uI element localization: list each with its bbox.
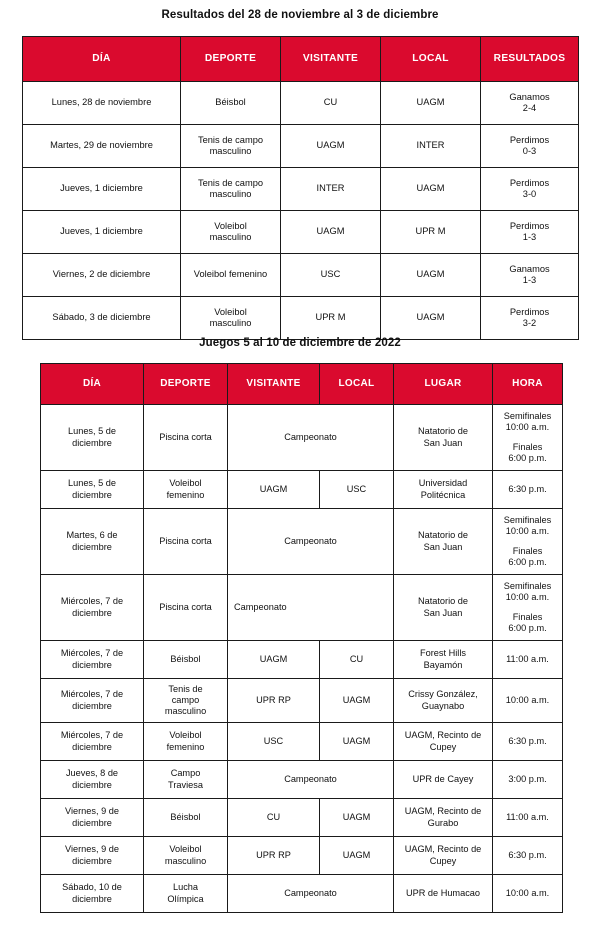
column-header-visitante: VISITANTE [228, 364, 320, 405]
cell-visitante: CU [281, 82, 381, 125]
cell-hora: 11:00 a.m. [493, 641, 563, 679]
deporte-line-2: femenino [166, 741, 205, 752]
lugar-line-1: UAGM, Recinto de [404, 806, 482, 817]
deporte-line-1: Voleibol [214, 306, 247, 317]
deporte-line-2: masculino [209, 232, 252, 242]
lugar-line-1: UAGM, Recinto de [404, 730, 482, 741]
column-header-local: LOCAL [381, 37, 481, 82]
dia-line-2: diciembre [72, 541, 112, 552]
column-header-dia: DÍA [23, 37, 181, 82]
cell-hora: 10:00 a.m. [493, 679, 563, 723]
table-row [41, 679, 563, 723]
cell-dia: Jueves, 1 diciembre [23, 211, 181, 254]
table-row [23, 254, 579, 297]
lugar-line-1: Natatorio de [417, 530, 469, 541]
cell-dia [41, 875, 144, 913]
cell-hora: 6:30 p.m. [493, 723, 563, 761]
hora-finales-label: Finales [512, 442, 543, 452]
cell-dia [41, 471, 144, 509]
cell-dia [41, 509, 144, 575]
cell-local: UAGM [381, 254, 481, 297]
cell-visitante: UPR RP [228, 679, 320, 723]
lugar-line-1: Crissy González, [408, 689, 478, 700]
cell-evento: Campeonato [228, 875, 394, 913]
dia-line-1: Miércoles, 7 de [60, 730, 124, 741]
cell-visitante: USC [281, 254, 381, 297]
hora-semifinales-time: 10:00 a.m. [505, 421, 550, 432]
lugar-line-2: Cupey [429, 855, 457, 866]
table-row [23, 211, 579, 254]
cell-deporte: Piscina corta [144, 575, 228, 641]
deporte-line-1: Voleibol [169, 730, 202, 741]
dia-line-2: diciembre [72, 659, 112, 670]
table-row [41, 875, 563, 913]
cell-visitante: INTER [281, 168, 381, 211]
cell-visitante: UAGM [281, 211, 381, 254]
column-header-hora: HORA [493, 364, 563, 405]
cell-dia [41, 837, 144, 875]
resultado-outcome: Perdimos [509, 177, 550, 188]
lugar-line-1: Natatorio de [417, 426, 469, 437]
cell-local: INTER [381, 125, 481, 168]
dia-line-1: Martes, 6 de [66, 530, 118, 541]
cell-deporte [144, 679, 228, 723]
dia-line-1: Miércoles, 7 de [60, 648, 124, 659]
dia-line-2: diciembre [72, 607, 112, 618]
deporte-line-2: masculino [209, 146, 252, 156]
dia-line-2: diciembre [72, 779, 112, 790]
cell-resultado [481, 168, 579, 211]
cell-deporte [144, 723, 228, 761]
resultado-outcome: Ganamos [509, 91, 550, 102]
table-row [23, 297, 579, 340]
table-row [23, 82, 579, 125]
cell-evento: Campeonato [228, 575, 394, 641]
cell-lugar [394, 679, 493, 723]
dia-line-2: diciembre [72, 489, 112, 500]
hora-finales-time: 6:00 p.m. [508, 453, 547, 464]
cell-deporte [181, 125, 281, 168]
cell-evento: Campeonato [228, 509, 394, 575]
cell-visitante: UPR RP [228, 837, 320, 875]
cell-lugar: UPR de Humacao [394, 875, 493, 913]
dia-line-1: Sábado, 10 de [62, 882, 122, 893]
resultado-outcome: Perdimos [509, 220, 550, 231]
dia-line-2: diciembre [72, 741, 112, 752]
cell-deporte: Piscina corta [144, 509, 228, 575]
cell-dia [41, 799, 144, 837]
table-row [41, 641, 563, 679]
deporte-line-1: Voleibol [214, 220, 247, 231]
deporte-line-1: Tenis de campo [197, 177, 264, 188]
cell-deporte [144, 837, 228, 875]
dia-line-1: Viernes, 9 de [65, 844, 119, 855]
cell-lugar: UPR de Cayey [394, 761, 493, 799]
cell-dia [41, 575, 144, 641]
dia-line-2: diciembre [72, 817, 112, 828]
lugar-line-1: UAGM, Recinto de [404, 844, 482, 855]
cell-lugar [394, 405, 493, 471]
dia-line-1: Miércoles, 7 de [60, 689, 124, 700]
deporte-line-2: masculino [209, 189, 252, 199]
deporte-line-2: Olímpica [167, 893, 204, 904]
deporte-line-1: Voleibol [169, 478, 202, 489]
resultado-outcome: Perdimos [509, 306, 550, 317]
cell-dia: Viernes, 2 de diciembre [23, 254, 181, 297]
cell-deporte: Béisbol [144, 641, 228, 679]
table-row [41, 509, 563, 575]
dia-line-1: Miércoles, 7 de [60, 596, 124, 607]
lugar-line-2: Guaynabo [421, 700, 465, 711]
hora-finales-time: 6:00 p.m. [508, 623, 547, 634]
resultado-score: 3-2 [522, 318, 537, 328]
cell-lugar [394, 509, 493, 575]
hora-semifinales-time: 10:00 a.m. [505, 525, 550, 536]
cell-lugar [394, 799, 493, 837]
cell-deporte [181, 297, 281, 340]
dia-line-1: Lunes, 5 de [67, 426, 117, 437]
cell-visitante: CU [228, 799, 320, 837]
table-header-row [41, 364, 563, 405]
table-row [41, 405, 563, 471]
cell-lugar [394, 641, 493, 679]
cell-dia [41, 723, 144, 761]
cell-local: UAGM [381, 82, 481, 125]
cell-resultado [481, 254, 579, 297]
cell-hora [493, 575, 563, 641]
hora-finales-label: Finales [512, 612, 543, 622]
cell-lugar [394, 575, 493, 641]
resultado-score: 1-3 [522, 232, 537, 242]
cell-hora: 11:00 a.m. [493, 799, 563, 837]
cell-local: UAGM [320, 799, 394, 837]
lugar-line-2: San Juan [423, 541, 463, 552]
column-header-dia: DÍA [41, 364, 144, 405]
table-header-row [23, 37, 579, 82]
column-header-deporte: DEPORTE [181, 37, 281, 82]
cell-local: UAGM [320, 679, 394, 723]
table-row [41, 761, 563, 799]
column-header-deporte: DEPORTE [144, 364, 228, 405]
cell-local: UAGM [381, 297, 481, 340]
cell-local: UAGM [320, 723, 394, 761]
cell-local: CU [320, 641, 394, 679]
cell-hora: 6:30 p.m. [493, 837, 563, 875]
cell-deporte: Voleibol femenino [181, 254, 281, 297]
table-row [41, 723, 563, 761]
cell-visitante: USC [228, 723, 320, 761]
cell-dia [41, 641, 144, 679]
resultado-score: 2-4 [522, 103, 537, 113]
cell-hora [493, 509, 563, 575]
lugar-line-2: Bayamón [423, 659, 463, 670]
resultado-score: 3-0 [522, 189, 537, 199]
resultado-outcome: Ganamos [509, 263, 550, 274]
hora-semifinales-label: Semifinales [503, 580, 552, 591]
cell-local: UAGM [320, 837, 394, 875]
cell-deporte: Béisbol [181, 82, 281, 125]
table-row [41, 575, 563, 641]
schedule-table [40, 363, 563, 913]
cell-deporte: Béisbol [144, 799, 228, 837]
hora-semifinales-label: Semifinales [503, 514, 552, 525]
cell-visitante: UAGM [228, 641, 320, 679]
cell-lugar [394, 471, 493, 509]
cell-hora [493, 405, 563, 471]
deporte-line-3: masculino [164, 706, 207, 717]
lugar-line-1: Natatorio de [417, 596, 469, 607]
cell-evento: Campeonato [228, 761, 394, 799]
table-row [23, 125, 579, 168]
cell-dia [41, 405, 144, 471]
cell-dia [41, 761, 144, 799]
column-header-local: LOCAL [320, 364, 394, 405]
schedule-table-title: Juegos 5 al 10 de diciembre de 2022 [199, 337, 401, 349]
cell-resultado [481, 297, 579, 340]
cell-resultado [481, 125, 579, 168]
deporte-line-1: Tenis de campo [197, 134, 264, 145]
column-header-resultados: RESULTADOS [481, 37, 579, 82]
table-row [41, 799, 563, 837]
cell-dia: Sábado, 3 de diciembre [23, 297, 181, 340]
cell-visitante: UPR M [281, 297, 381, 340]
results-table [22, 36, 579, 340]
resultado-score: 0-3 [522, 146, 537, 156]
cell-deporte [144, 761, 228, 799]
resultado-outcome: Perdimos [509, 134, 550, 145]
lugar-line-1: Forest Hills [420, 648, 466, 659]
hora-finales-time: 6:00 p.m. [508, 557, 547, 568]
column-header-lugar: LUGAR [394, 364, 493, 405]
cell-evento: Campeonato [228, 405, 394, 471]
deporte-line-1: Campo [170, 768, 201, 779]
dia-line-1: Lunes, 5 de [67, 478, 117, 489]
cell-hora: 6:30 p.m. [493, 471, 563, 509]
resultado-score: 1-3 [522, 275, 537, 285]
cell-local: USC [320, 471, 394, 509]
table-row [23, 168, 579, 211]
hora-semifinales-time: 10:00 a.m. [505, 591, 550, 602]
deporte-line-2: masculino [209, 318, 252, 328]
deporte-line-1: Voleibol [169, 844, 202, 855]
lugar-line-2: San Juan [423, 607, 463, 618]
hora-finales-label: Finales [512, 546, 543, 556]
cell-deporte: Piscina corta [144, 405, 228, 471]
dia-line-2: diciembre [72, 855, 112, 866]
cell-deporte [144, 471, 228, 509]
deporte-line-2: masculino [164, 855, 207, 866]
cell-deporte [181, 211, 281, 254]
cell-hora: 10:00 a.m. [493, 875, 563, 913]
cell-dia [41, 679, 144, 723]
cell-resultado [481, 211, 579, 254]
dia-line-2: diciembre [72, 700, 112, 711]
lugar-line-2: San Juan [423, 437, 463, 448]
results-table-title: Resultados del 28 de noviembre al 3 de diciembre [161, 9, 439, 21]
cell-dia: Jueves, 1 diciembre [23, 168, 181, 211]
deporte-line-2: Traviesa [168, 779, 203, 790]
dia-line-1: Viernes, 9 de [65, 806, 119, 817]
cell-local: UPR M [381, 211, 481, 254]
cell-resultado [481, 82, 579, 125]
cell-dia: Lunes, 28 de noviembre [23, 82, 181, 125]
cell-visitante: UAGM [228, 471, 320, 509]
table-row [41, 837, 563, 875]
cell-visitante: UAGM [281, 125, 381, 168]
deporte-line-2: femenino [166, 489, 205, 500]
dia-line-2: diciembre [72, 437, 112, 448]
deporte-line-1: Lucha [172, 882, 199, 893]
deporte-line-1: Tenis de [168, 683, 203, 694]
dia-line-1: Jueves, 8 de [65, 768, 119, 779]
cell-local: UAGM [381, 168, 481, 211]
cell-lugar [394, 723, 493, 761]
lugar-line-2: Cupey [429, 741, 457, 752]
hora-semifinales-label: Semifinales [503, 410, 552, 421]
column-header-visitante: VISITANTE [281, 37, 381, 82]
cell-deporte [144, 875, 228, 913]
lugar-line-2: Politécnica [420, 489, 466, 500]
table-row [41, 471, 563, 509]
lugar-line-2: Gurabo [427, 817, 459, 828]
cell-deporte [181, 168, 281, 211]
cell-lugar [394, 837, 493, 875]
cell-hora: 3:00 p.m. [493, 761, 563, 799]
lugar-line-1: Universidad [418, 478, 468, 489]
cell-dia: Martes, 29 de noviembre [23, 125, 181, 168]
dia-line-2: diciembre [72, 893, 112, 904]
deporte-line-2: campo [171, 694, 200, 705]
